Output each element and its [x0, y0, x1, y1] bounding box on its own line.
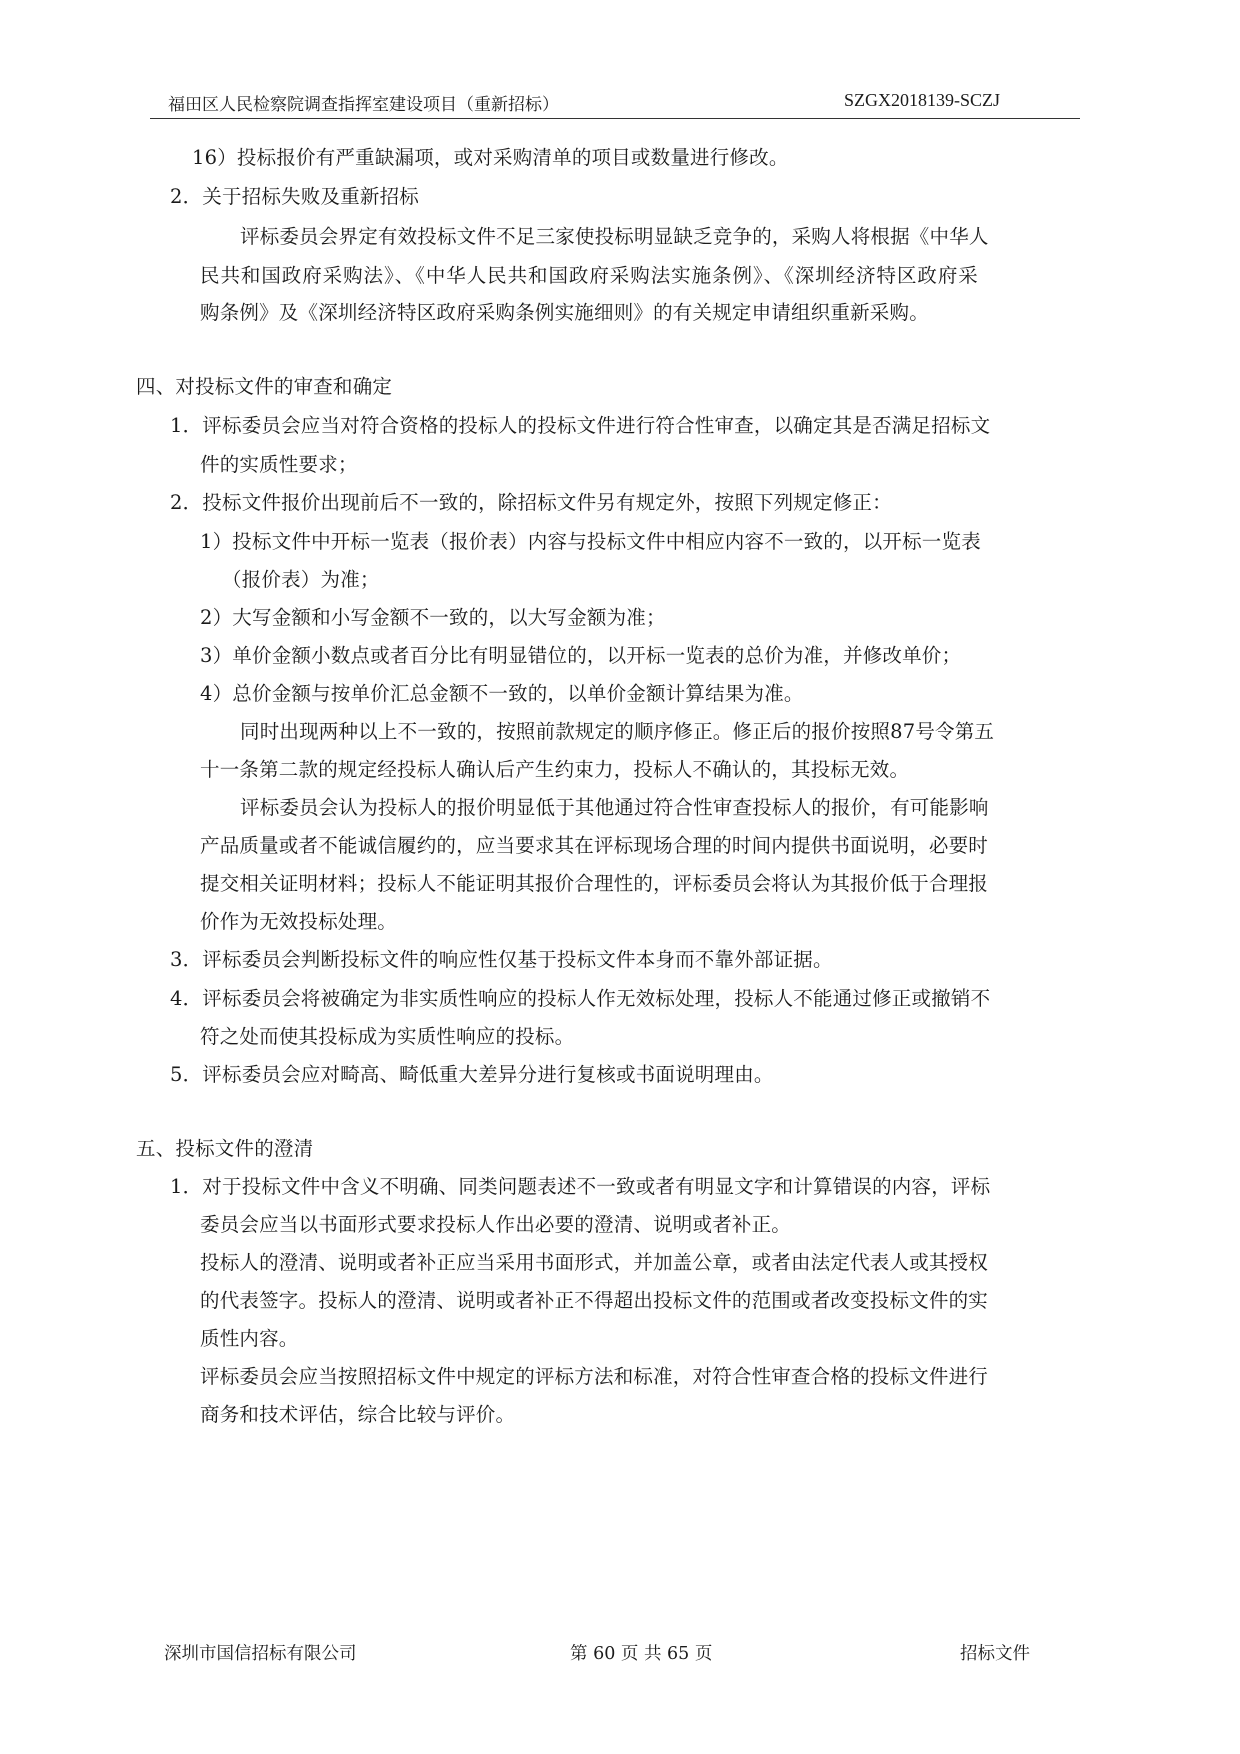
body-line: （报价表）为准；: [222, 568, 380, 591]
footer-doc-type: 招标文件: [960, 1644, 1030, 1664]
body-line: 4）总价金额与按单价汇总金额不一致的，以单价金额计算结果为准。: [200, 682, 804, 705]
page-header: [150, 88, 1080, 119]
section-heading: 2．关于招标失败及重新招标: [170, 185, 420, 208]
body-line: 投标人的澄清、说明或者补正应当采用书面形式，并加盖公章，或者由法定代表人或其授权: [200, 1251, 989, 1274]
body-line: 评标委员会界定有效投标文件不足三家使投标明显缺乏竞争的，采购人将根据《中华人: [240, 225, 989, 248]
chapter-heading: 四、对投标文件的审查和确定: [136, 375, 393, 398]
body-line: 1．对于投标文件中含义不明确、同类问题表述不一致或者有明显文字和计算错误的内容，评标: [170, 1175, 991, 1198]
body-line: 评标委员会认为投标人的报价明显低于其他通过符合性审查投标人的报价，有可能影响: [240, 796, 989, 819]
body-line: 委员会应当以书面形式要求投标人作出必要的澄清、说明或者补正。: [200, 1213, 792, 1236]
body-line: 2）大写金额和小写金额不一致的，以大写金额为准；: [200, 606, 666, 629]
header-project-title: 福田区人民检察院调查指挥室建设项目（重新招标）: [168, 95, 559, 115]
body-line: 3．评标委员会判断投标文件的响应性仅基于投标文件本身而不靠外部证据。: [170, 948, 833, 971]
chapter-heading: 五、投标文件的澄清: [136, 1137, 314, 1160]
body-line: 价作为无效投标处理。: [200, 910, 398, 933]
body-line: 1）投标文件中开标一览表（报价表）内容与投标文件中相应内容不一致的，以开标一览表: [200, 530, 981, 553]
body-line: 同时出现两种以上不一致的，按照前款规定的顺序修正。修正后的报价按照87号令第五: [240, 720, 995, 743]
body-line: 符之处而使其投标成为实质性响应的投标。: [200, 1025, 575, 1048]
body-line: 4．评标委员会将被确定为非实质性响应的投标人作无效标处理，投标人不能通过修正或撤销不: [170, 987, 991, 1010]
body-line: 购条例》及《深圳经济特区政府采购条例实施细则》的有关规定申请组织重新采购。: [200, 301, 929, 324]
body-line: 3）单价金额小数点或者百分比有明显错位的，以开标一览表的总价为准，并修改单价；: [200, 644, 962, 667]
footer-page-number: 第 60 页 共 65 页: [570, 1644, 713, 1664]
body-line: 质性内容。: [200, 1327, 299, 1350]
body-line: 十一条第二款的规定经投标人确认后产生约束力，投标人不确认的，其投标无效。: [200, 758, 910, 781]
body-line: 1．评标委员会应当对符合资格的投标人的投标文件进行符合性审查，以确定其是否满足招标文: [170, 414, 991, 437]
body-line: 民共和国政府采购法》、《中华人民共和国政府采购法实施条例》、《深圳经济特区政府采: [200, 264, 978, 287]
body-line: 商务和技术评估，综合比较与评价。: [200, 1403, 516, 1426]
body-line: 16）投标报价有严重缺漏项，或对采购清单的项目或数量进行修改。: [192, 146, 789, 169]
footer-company: 深圳市国信招标有限公司: [164, 1644, 357, 1664]
body-line: 2．投标文件报价出现前后不一致的，除招标文件另有规定外，按照下列规定修正：: [170, 491, 892, 514]
body-line: 5．评标委员会应对畸高、畸低重大差异分进行复核或书面说明理由。: [170, 1063, 774, 1086]
body-line: 提交相关证明材料；投标人不能证明其报价合理性的，评标委员会将认为其报价低于合理报: [200, 872, 989, 895]
page-footer: [150, 1640, 1080, 1670]
header-project-code: SZGX2018139-SCZJ: [843, 90, 1000, 110]
body-line: 产品质量或者不能诚信履约的，应当要求其在评标现场合理的时间内提供书面说明，必要时: [200, 834, 989, 857]
body-line: 件的实质性要求；: [200, 453, 358, 476]
body-line: 评标委员会应当按照招标文件中规定的评标方法和标准，对符合性审查合格的投标文件进行: [200, 1365, 989, 1388]
body-line: 的代表签字。投标人的澄清、说明或者补正不得超出投标文件的范围或者改变投标文件的实: [200, 1289, 989, 1312]
